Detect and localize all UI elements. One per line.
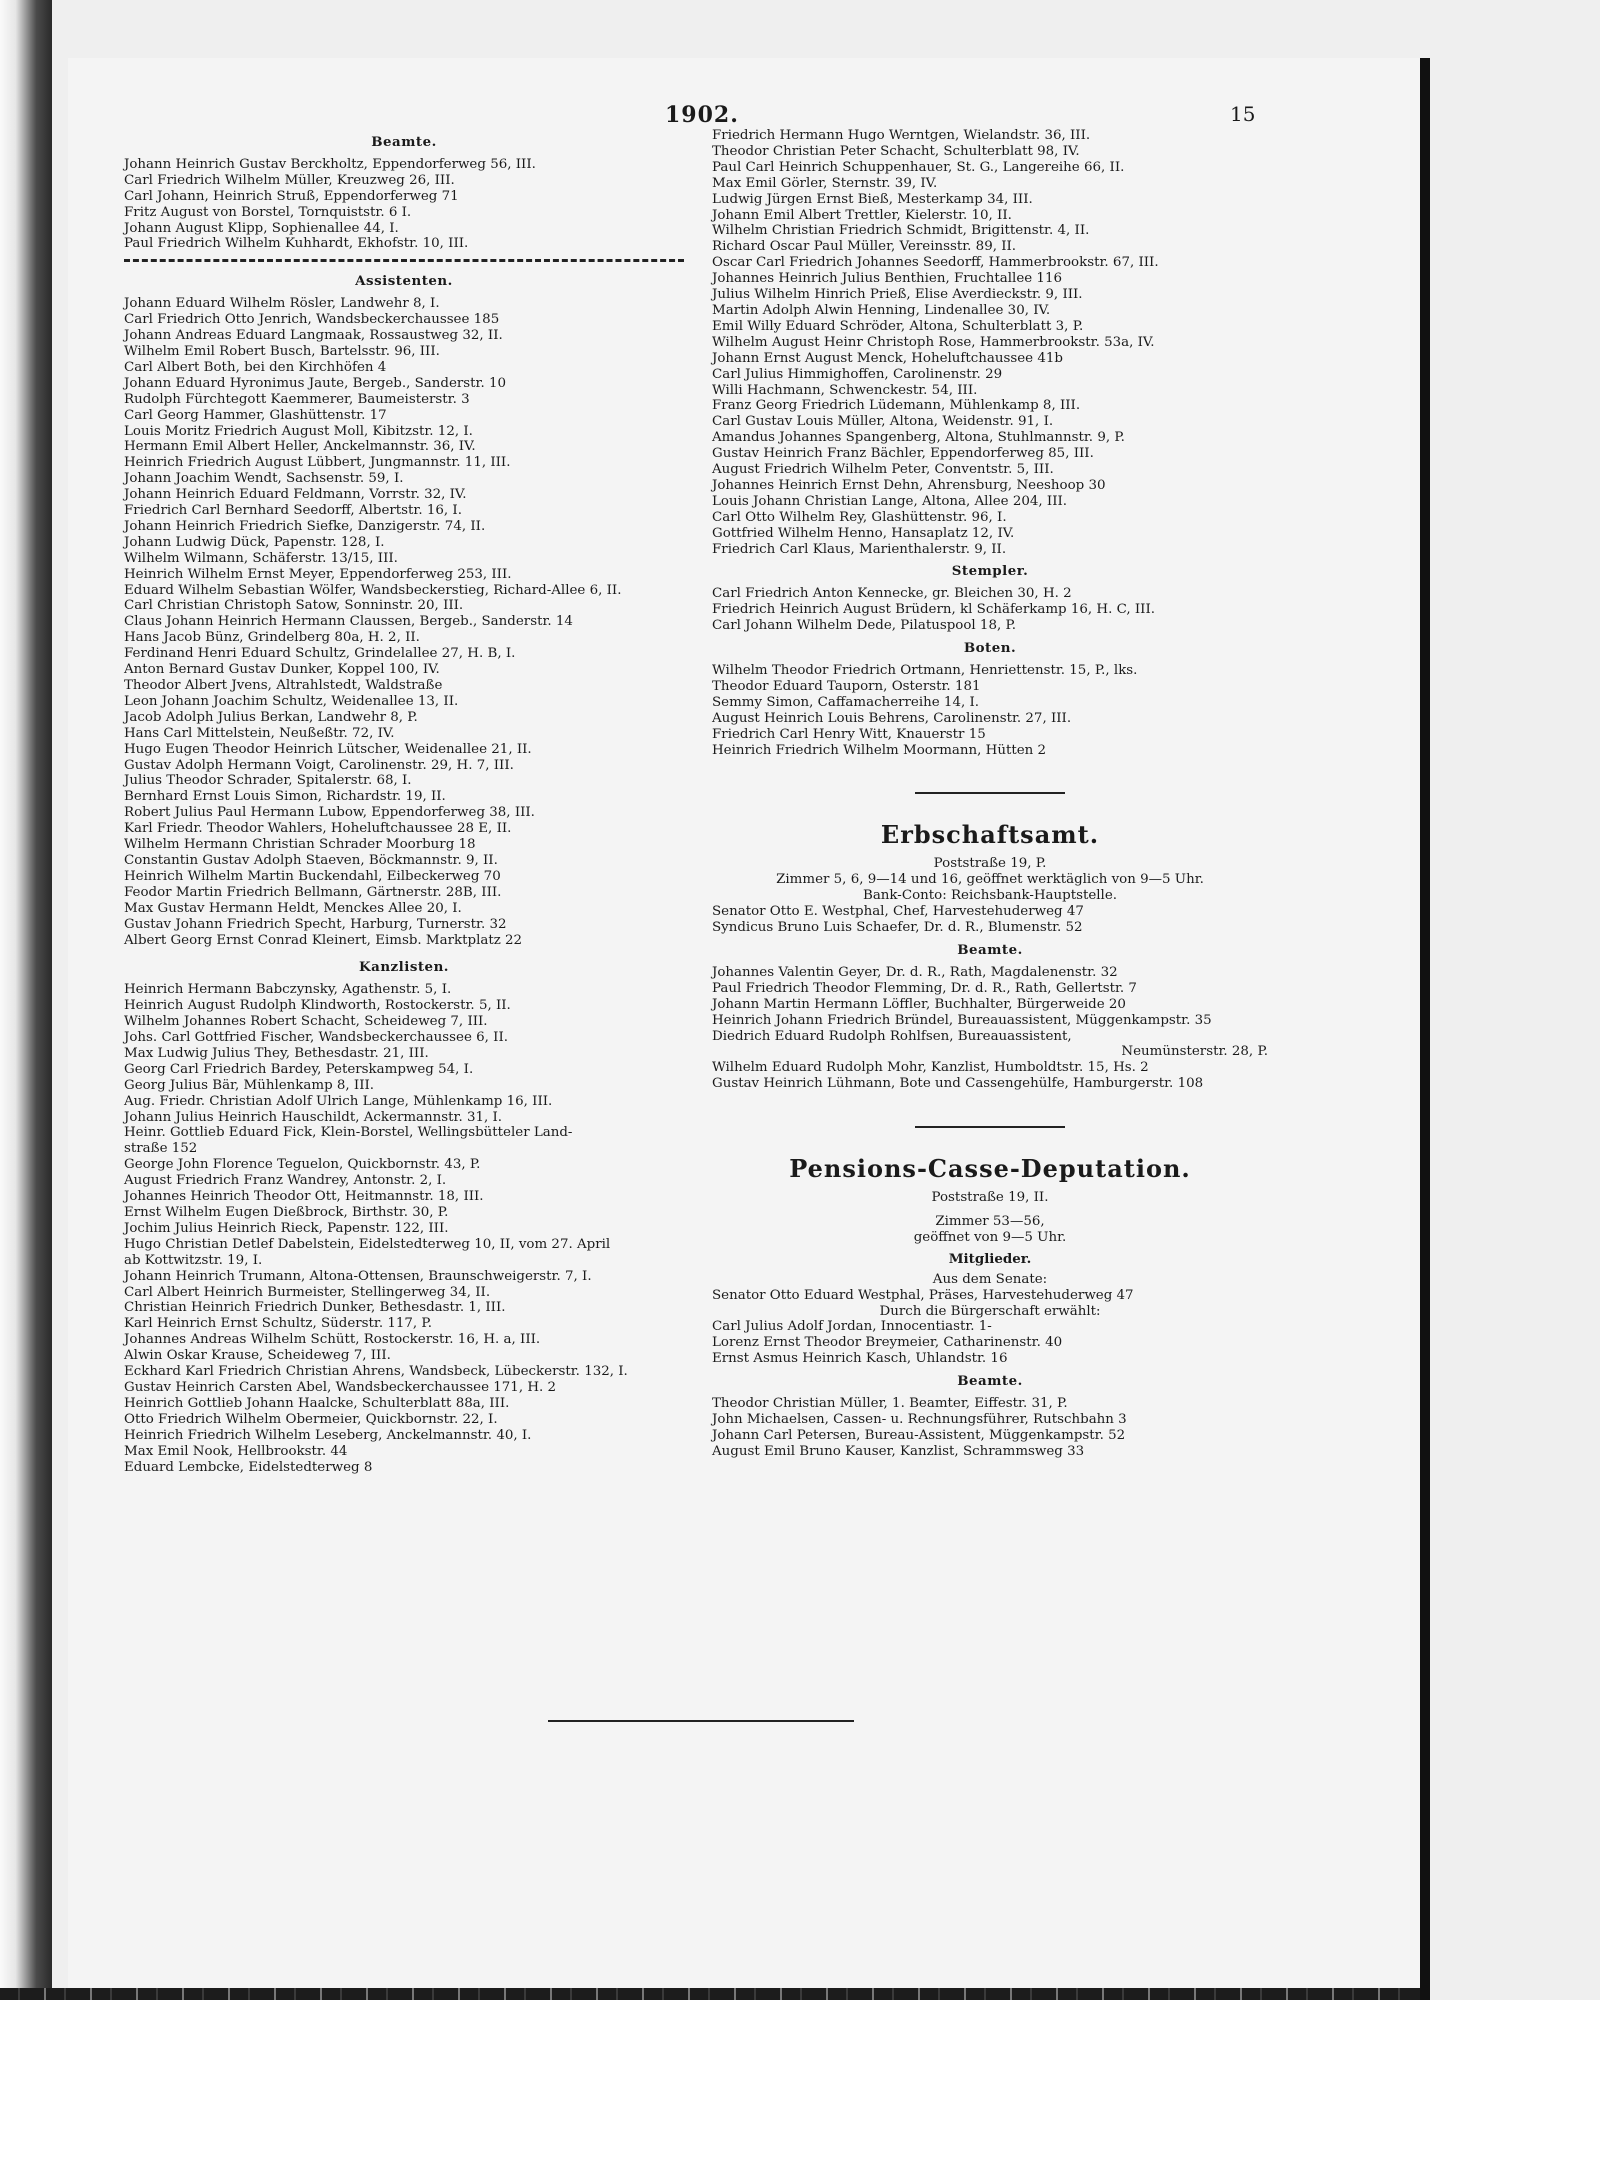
list-entry: Johann Heinrich Friedrich Siefke, Danzigerstr. 74, II. [124, 518, 486, 534]
header-year: 1902. [665, 102, 739, 128]
list-entry: Karl Heinrich Ernst Schultz, Süderstr. 117, P. [124, 1316, 432, 1332]
list-entry: Amandus Johannes Spangenberg, Altona, Stuhlmannstr. 9, P. [712, 430, 1125, 446]
erbschaft-beamte-list [712, 965, 1268, 1045]
list-entry: Johannes Heinrich Julius Benthien, Fruchtallee 116 [712, 271, 1062, 287]
list-entry: Johann Eduard Wilhelm Rösler, Landwehr 8, I. [124, 296, 440, 312]
stempler-list [712, 586, 1268, 634]
beamte-list [124, 157, 684, 252]
continued-list [712, 128, 1268, 557]
section-rule [915, 792, 1065, 794]
section-title-kanzlisten: Kanzlisten. [359, 959, 449, 976]
section-rule [915, 1126, 1065, 1128]
erbschaftsamt-bank: Bank-Conto: Reichsbank-Hauptstelle. [862, 888, 1118, 904]
list-entry: Johann Carl Petersen, Bureau-Assistent, Müggenkampstr. 52 [712, 1427, 1126, 1443]
list-entry: Hugo Christian Detlef Dabelstein, Eidelstedterweg 10, II, vom 27. April [124, 1236, 611, 1252]
list-entry: Johannes Heinrich Ernst Dehn, Ahrensburg, Neeshoop 30 [712, 477, 1106, 493]
list-entry: Wilhelm Theodor Friedrich Ortmann, Henriettenstr. 15, P., lks. [712, 663, 1138, 678]
section-title-erbschaft-beamte: Beamte. [957, 941, 1023, 958]
list-entry: Friedrich Heinrich August Brüdern, kl Schäferkamp 16, H. C, III. [712, 602, 1155, 618]
list-entry: Wilhelm Eduard Rudolph Mohr, Kanzlist, Humboldtstr. 15, Hs. 2 [712, 1060, 1149, 1076]
bottom-rule [548, 1720, 854, 1722]
list-entry: Theodor Albert Jvens, Altrahlstedt, Waldstraße [124, 678, 443, 693]
list-entry: Louis Moritz Friedrich August Moll, Kibitzstr. 12, I. [124, 423, 473, 439]
pensionscasse-address: Poststraße 19, II. [931, 1190, 1049, 1206]
list-entry: Semmy Simon, Caffamacherreihe 14, I. [712, 694, 980, 710]
list-entry: Gustav Adolph Hermann Voigt, Carolinenstr. 29, H. 7, III. [124, 757, 514, 773]
list-entry: Heinrich Friedrich Wilhelm Moormann, Hütten 2 [712, 742, 1047, 758]
list-entry: Gustav Heinrich Carsten Abel, Wandsbeckerchaussee 171, H. 2 [124, 1379, 557, 1395]
page-number: 15 [1230, 102, 1256, 126]
list-entry: Johann August Klipp, Sophienallee 44, I. [124, 220, 399, 236]
list-entry: Ferdinand Henri Eduard Schultz, Grindelallee 27, H. B, I. [124, 646, 516, 662]
list-entry: Hermann Emil Albert Heller, Anckelmannstr. 36, IV. [124, 439, 476, 455]
list-entry: Johann Ludwig Dück, Papenstr. 128, I. [124, 534, 385, 550]
list-entry: Friedrich Hermann Hugo Werntgen, Wielandstr. 36, III. [712, 128, 1091, 143]
boten-list [712, 663, 1268, 758]
list-entry: Gustav Johann Friedrich Specht, Harburg, Turnerstr. 32 [124, 916, 507, 932]
section-title-boten: Boten. [963, 640, 1017, 657]
assistenten-list [124, 296, 684, 948]
page-edge [1420, 58, 1430, 2000]
list-entry: Leon Johann Joachim Schultz, Weidenallee 13, II. [124, 693, 459, 709]
kanzlisten-list [124, 982, 684, 1475]
list-entry: Paul Friedrich Theodor Flemming, Dr. d. R., Rath, Gellertstr. 7 [712, 980, 1137, 996]
list-entry: Louis Johann Christian Lange, Altona, Allee 204, III. [712, 493, 1068, 509]
list-entry: Ernst Wilhelm Eugen Dießbrock, Birthstr. 30, P. [124, 1205, 449, 1220]
section-title-mitglieder: Mitglieder. [948, 1250, 1032, 1267]
list-entry: Gustav Heinrich Lühmann, Bote und Cassengehülfe, Hamburgerstr. 108 [712, 1076, 1204, 1092]
erbschaftsamt-address: Poststraße 19, P. [933, 856, 1047, 872]
list-entry: Carl Georg Hammer, Glashüttenstr. 17 [124, 407, 387, 423]
list-entry: Max Gustav Hermann Heldt, Menckes Allee 20, I. [124, 900, 462, 916]
list-entry: Johann Andreas Eduard Langmaak, Rossaustweg 32, II. [124, 328, 503, 344]
list-entry: Paul Carl Heinrich Schuppenhauer, St. G., Langereihe 66, II. [712, 159, 1125, 175]
list-entry: Carl Otto Wilhelm Rey, Glashüttenstr. 96, I. [712, 509, 1007, 525]
list-entry: Johannes Valentin Geyer, Dr. d. R., Rath, Magdalenenstr. 32 [712, 964, 1118, 980]
list-entry: Carl Johann, Heinrich Struß, Eppendorferweg 71 [124, 188, 459, 204]
list-entry: Carl Julius Adolf Jordan, Innocentiastr. 1- [712, 1319, 992, 1335]
list-entry: Carl Friedrich Anton Kennecke, gr. Bleichen 30, H. 2 [712, 586, 1072, 602]
list-entry: Friedrich Carl Bernhard Seedorff, Albertstr. 16, I. [124, 503, 462, 519]
list-entry: Johann Julius Heinrich Hauschildt, Ackermannstr. 31, I. [124, 1109, 503, 1125]
list-entry: Georg Carl Friedrich Bardey, Peterskampweg 54, I. [124, 1061, 474, 1077]
list-entry: Franz Georg Friedrich Lüdemann, Mühlenkamp 8, III. [712, 398, 1081, 414]
book-spine [0, 0, 52, 2000]
list-entry: Gustav Heinrich Franz Bächler, Eppendorferweg 85, III. [712, 446, 1094, 462]
list-entry: Gottfried Wilhelm Henno, Hansaplatz 12, IV. [712, 525, 1015, 541]
list-entry: Heinrich Friedrich August Lübbert, Jungmannstr. 11, III. [124, 455, 511, 471]
list-entry: Carl Friedrich Otto Jenrich, Wandsbeckerchaussee 185 [124, 312, 500, 328]
pensionscasse-room: Zimmer 53—56, [935, 1214, 1045, 1230]
list-entry: Hans Jacob Bünz, Grindelberg 80a, H. 2, II. [124, 630, 420, 646]
list-entry: Theodor Eduard Tauporn, Osterstr. 181 [712, 678, 981, 694]
page-stack-edge [0, 1988, 1420, 2000]
dashed-separator [124, 259, 684, 262]
list-entry: Christian Heinrich Friedrich Dunker, Bethesdastr. 1, III. [124, 1300, 506, 1316]
list-entry: Carl Friedrich Wilhelm Müller, Kreuzweg 26, III. [124, 172, 455, 188]
erbschaft-beamte-continuation: Neumünsterstr. 28, P. [1121, 1044, 1268, 1060]
list-entry: Richard Oscar Paul Müller, Vereinsstr. 89, II. [712, 239, 1017, 255]
erbschaftsamt-chief: Senator Otto E. Westphal, Chef, Harvestehuderweg 47 [712, 904, 1084, 920]
list-entry: Johs. Carl Gottfried Fischer, Wandsbeckerchaussee 6, II. [124, 1030, 508, 1046]
list-entry: Johannes Andreas Wilhelm Schütt, Rostockerstr. 16, H. a, III. [124, 1332, 541, 1348]
list-entry: Friedrich Carl Henry Witt, Knauerstr 15 [712, 726, 986, 742]
section-title-stempler: Stempler. [951, 563, 1029, 580]
list-entry: Rudolph Fürchtegott Kaemmerer, Baumeisterstr. 3 [124, 391, 470, 407]
list-entry: Wilhelm Wilmann, Schäferstr. 13/15, III. [124, 550, 398, 566]
list-entry: Heinrich Wilhelm Martin Buckendahl, Eilbeckerweg 70 [124, 868, 501, 884]
list-entry: Wilhelm August Heinr Christoph Rose, Hammerbrookstr. 53a, IV. [712, 334, 1155, 350]
buergerschaft-list [712, 1319, 1268, 1367]
list-entry: George John Florence Teguelon, Quickbornstr. 43, P. [124, 1157, 481, 1173]
senate-heading: Aus dem Senate: [932, 1271, 1048, 1287]
list-entry: Lorenz Ernst Theodor Breymeier, Catharinenstr. 40 [712, 1335, 1063, 1351]
list-entry: Claus Johann Heinrich Hermann Claussen, Bergeb., Sanderstr. 14 [124, 614, 573, 630]
list-entry: Johann Joachim Wendt, Sachsenstr. 59, I. [124, 471, 404, 487]
list-entry: Johannes Heinrich Theodor Ott, Heitmannstr. 18, III. [124, 1189, 484, 1205]
list-entry: Heinrich Gottlieb Johann Haalcke, Schulterblatt 88a, III. [124, 1395, 510, 1411]
list-entry: Oscar Carl Friedrich Johannes Seedorff, Hammerbrookstr. 67, III. [712, 255, 1159, 271]
list-entry: Carl Albert Both, bei den Kirchhöfen 4 [124, 359, 387, 375]
list-entry: August Friedrich Franz Wandrey, Antonstr. 2, I. [124, 1173, 447, 1189]
list-entry: Karl Friedr. Theodor Wahlers, Hoheluftchaussee 28 E, II. [124, 821, 512, 837]
list-entry: Eduard Wilhelm Sebastian Wölfer, Wandsbeckerstieg, Richard-Allee 6, II. [124, 582, 622, 598]
list-entry: Georg Julius Bär, Mühlenkamp 8, III. [124, 1077, 375, 1093]
list-entry: Heinrich Johann Friedrich Bründel, Bureauassistent, Müggenkampstr. 35 [712, 1012, 1212, 1028]
pensionscasse-hours: geöffnet von 9—5 Uhr. [913, 1229, 1067, 1245]
pensionscasse-title: Pensions-Casse-Deputation. [789, 1154, 1191, 1184]
list-entry: Eckhard Karl Friedrich Christian Ahrens, Wandsbeck, Lübeckerstr. 132, I. [124, 1364, 628, 1380]
list-entry: Carl Christian Christoph Satow, Sonninstr. 20, III. [124, 598, 464, 614]
list-entry: Max Emil Görler, Sternstr. 39, IV. [712, 175, 938, 191]
list-entry: Wilhelm Emil Robert Busch, Bartelsstr. 96, III. [124, 343, 440, 359]
list-entry: Hans Carl Mittelstein, Neußeßtr. 72, IV. [124, 725, 395, 741]
list-entry: straße 152 [124, 1141, 198, 1157]
list-entry: Johann Heinrich Trumann, Altona-Ottensen, Braunschweigerstr. 7, I. [124, 1268, 592, 1284]
pension-beamte-list [712, 1396, 1268, 1460]
list-entry: Martin Adolph Alwin Henning, Lindenallee 30, IV. [712, 302, 1051, 318]
list-entry: August Emil Bruno Kauser, Kanzlist, Schrammsweg 33 [712, 1443, 1085, 1459]
list-entry: Max Emil Nook, Hellbrookstr. 44 [124, 1443, 348, 1459]
list-entry: Johann Eduard Hyronimus Jaute, Bergeb., Sanderstr. 10 [124, 375, 506, 391]
list-entry: Theodor Christian Peter Schacht, Schulterblatt 98, IV. [712, 143, 1080, 159]
list-entry: Theodor Christian Müller, 1. Beamter, Eiffestr. 31, P. [712, 1396, 1068, 1412]
list-entry: Heinrich Wilhelm Ernst Meyer, Eppendorferweg 253, III. [124, 566, 512, 582]
list-entry: Johann Heinrich Eduard Feldmann, Vorrstr. 32, IV. [124, 487, 467, 503]
section-title-assistenten: Assistenten. [355, 273, 453, 290]
list-entry: Wilhelm Hermann Christian Schrader Moorburg 18 [124, 837, 476, 853]
section-title-beamte: Beamte. [371, 134, 437, 150]
list-entry: John Michaelsen, Cassen- u. Rechnungsführer, Rutschbahn 3 [712, 1412, 1127, 1427]
list-entry: Ernst Asmus Heinrich Kasch, Uhlandstr. 16 [712, 1351, 1008, 1367]
section-title-pension-beamte: Beamte. [957, 1373, 1023, 1390]
list-entry: ab Kottwitzstr. 19, I. [124, 1252, 263, 1268]
list-entry: Fritz August von Borstel, Tornquiststr. 6 I. [124, 204, 412, 220]
list-entry: Heinrich Friedrich Wilhelm Leseberg, Anckelmannstr. 40, I. [124, 1427, 532, 1443]
list-entry: Ludwig Jürgen Ernst Bieß, Mesterkamp 34, III. [712, 191, 1033, 207]
list-entry: Carl Albert Heinrich Burmeister, Stellingerweg 34, II. [124, 1284, 491, 1300]
left-column [124, 128, 684, 1475]
list-entry: Jacob Adolph Julius Berkan, Landwehr 8, P. [124, 709, 418, 725]
list-entry: Wilhelm Christian Friedrich Schmidt, Brigittenstr. 4, II. [712, 223, 1090, 239]
list-entry: Emil Willy Eduard Schröder, Altona, Schulterblatt 3, P. [712, 318, 1084, 334]
list-entry: Max Ludwig Julius They, Bethesdastr. 21, III. [124, 1045, 429, 1061]
list-entry: Johann Emil Albert Trettler, Kielerstr. 10, II. [712, 207, 1012, 223]
erbschaft-beamte-list-2 [712, 1060, 1268, 1092]
list-entry: Johann Heinrich Gustav Berckholtz, Eppendorferweg 56, III. [124, 156, 536, 172]
right-column [712, 128, 1268, 1460]
buergerschaft-heading: Durch die Bürgerschaft erwählt: [879, 1303, 1101, 1319]
list-entry: Wilhelm Johannes Robert Schacht, Scheideweg 7, III. [124, 1014, 488, 1030]
list-entry: Johann Ernst August Menck, Hoheluftchaussee 41b [712, 350, 1063, 366]
list-entry: Eduard Lembcke, Eidelstedterweg 8 [124, 1459, 373, 1475]
list-entry: August Friedrich Wilhelm Peter, Conventstr. 5, III. [712, 462, 1054, 478]
list-entry: Carl Julius Himmighoffen, Carolinenstr. 29 [712, 366, 1003, 382]
list-entry: Heinr. Gottlieb Eduard Fick, Klein-Borstel, Wellingsbütteler Land- [124, 1125, 573, 1141]
list-entry: Bernhard Ernst Louis Simon, Richardstr. 19, II. [124, 789, 446, 805]
erbschaftsamt-title: Erbschaftsamt. [880, 820, 1100, 850]
list-entry: Anton Bernard Gustav Dunker, Koppel 100, IV. [124, 662, 440, 678]
list-entry: Heinrich Hermann Babczynsky, Agathenstr. 5, I. [124, 982, 452, 998]
list-entry: Friedrich Carl Klaus, Marienthalerstr. 9, II. [712, 541, 1007, 557]
pension-senator: Senator Otto Eduard Westphal, Präses, Harvestehuderweg 47 [712, 1287, 1134, 1303]
list-entry: Julius Wilhelm Hinrich Prieß, Elise Averdieckstr. 9, III. [712, 287, 1083, 303]
list-entry: August Heinrich Louis Behrens, Carolinenstr. 27, III. [712, 710, 1072, 726]
list-entry: Diedrich Eduard Rudolph Rohlfsen, Bureauassistent, [712, 1028, 1072, 1044]
list-entry: Jochim Julius Heinrich Rieck, Papenstr. 122, III. [124, 1220, 449, 1236]
list-entry: Carl Gustav Louis Müller, Altona, Weidenstr. 91, I. [712, 414, 1054, 430]
list-entry: Robert Julius Paul Hermann Lubow, Eppendorferweg 38, III. [124, 805, 535, 821]
list-entry: Albert Georg Ernst Conrad Kleinert, Eimsb. Marktplatz 22 [124, 932, 523, 948]
list-entry: Hugo Eugen Theodor Heinrich Lütscher, Weidenallee 21, II. [124, 741, 532, 757]
erbschaftsamt-hours: Zimmer 5, 6, 9—14 und 16, geöffnet werktäglich von 9—5 Uhr. [776, 872, 1204, 888]
list-entry: Willi Hachmann, Schwenckestr. 54, III. [712, 382, 978, 398]
list-entry: Johann Martin Hermann Löffler, Buchhalter, Bürgerweide 20 [712, 996, 1126, 1012]
list-entry: Julius Theodor Schrader, Spitalerstr. 68, I. [124, 773, 412, 789]
list-entry: Paul Friedrich Wilhelm Kuhhardt, Ekhofstr. 10, III. [124, 236, 469, 252]
list-entry: Constantin Gustav Adolph Staeven, Böckmannstr. 9, II. [124, 852, 498, 868]
list-entry: Aug. Friedr. Christian Adolf Ulrich Lange, Mühlenkamp 16, III. [124, 1093, 553, 1109]
erbschaftsamt-syndicus: Syndicus Bruno Luis Schaefer, Dr. d. R., Blumenstr. 52 [712, 920, 1083, 936]
list-entry: Alwin Oskar Krause, Scheideweg 7, III. [124, 1348, 391, 1364]
list-entry: Heinrich August Rudolph Klindworth, Rostockerstr. 5, II. [124, 998, 511, 1014]
list-entry: Carl Johann Wilhelm Dede, Pilatuspool 18, P. [712, 618, 1017, 634]
list-entry: Feodor Martin Friedrich Bellmann, Gärtnerstr. 28B, III. [124, 884, 502, 900]
list-entry: Otto Friedrich Wilhelm Obermeier, Quickbornstr. 22, I. [124, 1411, 498, 1427]
